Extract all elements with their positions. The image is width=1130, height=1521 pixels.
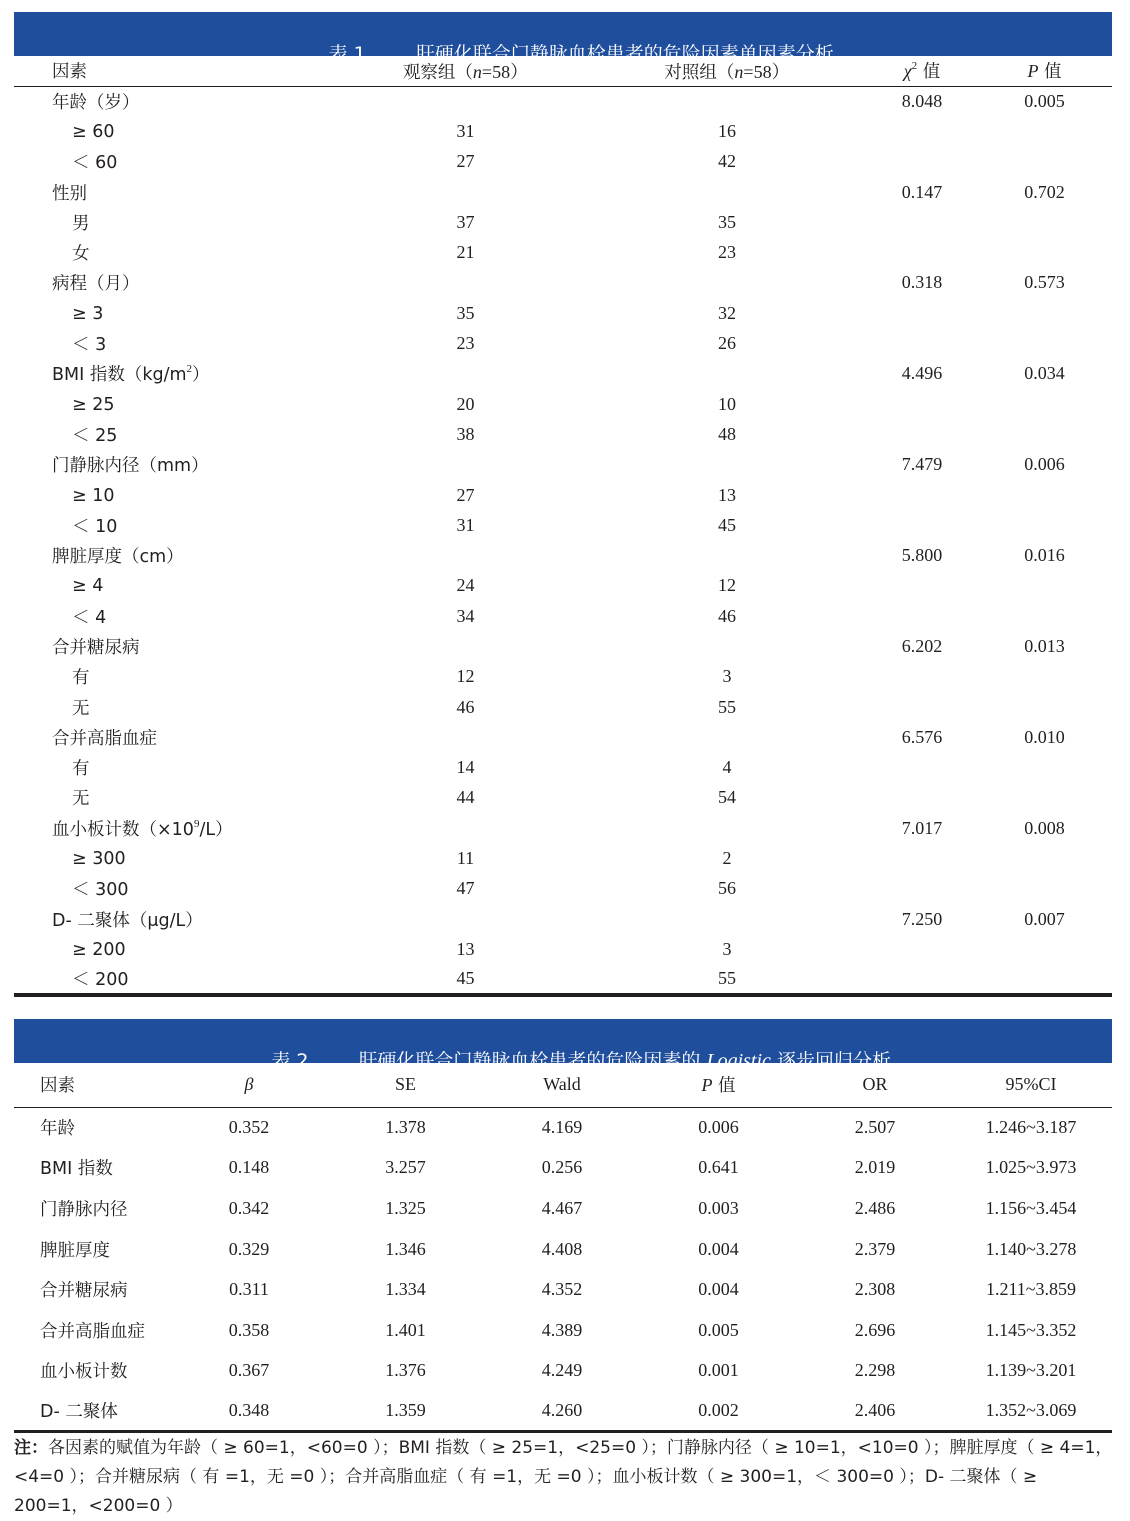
control-cell: 35: [718, 211, 736, 232]
p-value-cell: [977, 692, 1112, 722]
control-cell: [587, 540, 867, 570]
observation-cell: 21: [456, 242, 475, 263]
p-value-cell: 0.013: [1024, 635, 1065, 656]
table-1-title-bar: [14, 12, 1112, 65]
p-value-cell: [977, 874, 1112, 904]
factor-cell: 门静脉内径: [40, 1199, 128, 1220]
ci-cell: 1.145~3.352: [985, 1319, 1077, 1340]
table-row: [14, 328, 1112, 358]
header-ci: 95%CI: [1005, 1074, 1057, 1095]
se-cell: 1.378: [385, 1117, 426, 1138]
ci-cell: 1.139~3.201: [985, 1360, 1077, 1381]
factor-cell: 有: [72, 668, 90, 689]
header-factor: 因素: [40, 1076, 75, 1097]
control-cell: [587, 813, 867, 843]
observation-cell: [344, 268, 587, 298]
beta-cell: 0.352: [228, 1117, 270, 1138]
header-or: OR: [862, 1074, 888, 1095]
control-cell: 56: [718, 878, 736, 899]
table-row: [14, 147, 1112, 177]
factor-cell: 血小板计数$(\times 10^9/L)$: [52, 817, 233, 840]
observation-cell: [344, 904, 587, 934]
note-label: 注：: [14, 1438, 48, 1458]
control-cell: 3: [722, 938, 732, 959]
factor-cell: 脾脏厚度: [40, 1240, 110, 1261]
chi-square-cell: [867, 237, 977, 267]
se-cell: 3.257: [385, 1157, 426, 1178]
p-value-cell: 0.034: [1024, 363, 1065, 384]
p-value-cell: [977, 389, 1112, 419]
observation-cell: [344, 540, 587, 570]
p-value-cell: [977, 510, 1112, 540]
p-value-cell: 0.702: [1024, 181, 1065, 202]
or-cell: 2.308: [854, 1279, 896, 1300]
control-cell: 26: [718, 333, 736, 354]
chi-square-cell: [867, 207, 977, 237]
chi-square-cell: [867, 480, 977, 510]
table-row: [14, 298, 1112, 328]
control-cell: 4: [722, 757, 732, 778]
wald-cell: 4.260: [541, 1400, 583, 1421]
chi-square-cell: [867, 298, 977, 328]
p-cell: 0.002: [698, 1400, 739, 1421]
control-cell: 42: [718, 151, 736, 172]
table-row: [14, 480, 1112, 510]
p-value-cell: [977, 571, 1112, 601]
header-wald: Wald: [543, 1074, 581, 1095]
p-value-cell: 0.573: [1024, 272, 1065, 293]
p-value-cell: [977, 207, 1112, 237]
table-row: [14, 571, 1112, 601]
header-observation-group: 观察组（n=58）: [402, 61, 529, 83]
control-cell: [587, 268, 867, 298]
factor-cell: ≥ 300: [72, 849, 126, 870]
table-row: [14, 510, 1112, 540]
header-beta: β: [244, 1074, 254, 1095]
table-row: [14, 116, 1112, 146]
table-row: [14, 86, 1112, 116]
p-cell: 0.004: [698, 1279, 739, 1300]
table-2-number: 表 2: [271, 1050, 309, 1072]
p-value-cell: [977, 934, 1112, 964]
factor-cell: 性别: [52, 183, 87, 204]
factor-cell: D- 二聚体: [40, 1402, 118, 1423]
observation-cell: 31: [456, 120, 475, 141]
table-row: [14, 1229, 1112, 1270]
factor-cell: 合并高脂血症: [52, 728, 157, 749]
or-cell: 2.406: [854, 1400, 896, 1421]
table-row: [14, 722, 1112, 752]
chi-square-cell: [867, 874, 977, 904]
se-cell: 1.334: [385, 1279, 426, 1300]
factor-cell: ＜ 4: [72, 607, 107, 628]
observation-cell: 24: [456, 575, 475, 596]
observation-cell: 35: [456, 302, 475, 323]
observation-cell: 46: [456, 696, 475, 717]
chi-square-cell: 0.318: [901, 272, 943, 293]
or-cell: 2.696: [854, 1319, 896, 1340]
observation-cell: 31: [456, 514, 475, 535]
factor-cell: 病程（月）: [52, 274, 140, 295]
factor-cell: ≥ 10: [72, 485, 115, 506]
factor-cell: BMI 指数$(kg/m^2)$: [52, 363, 210, 386]
p-value-cell: [977, 147, 1112, 177]
observation-cell: [344, 631, 587, 661]
beta-cell: 0.148: [228, 1157, 270, 1178]
factor-cell: 有: [72, 759, 90, 780]
control-cell: [587, 86, 867, 116]
header-factor: 因素: [52, 62, 87, 83]
se-cell: 1.359: [385, 1400, 426, 1421]
se-cell: 1.401: [385, 1319, 426, 1340]
chi-square-cell: [867, 419, 977, 449]
or-cell: 2.486: [854, 1197, 896, 1218]
table-row: [14, 359, 1112, 389]
table-row: [14, 1269, 1112, 1310]
table-row: [14, 1188, 1112, 1229]
chi-square-cell: [867, 147, 977, 177]
table-row: [14, 753, 1112, 783]
factor-cell: 合并糖尿病: [40, 1281, 128, 1302]
table-2-title-bar: [14, 1019, 1112, 1072]
p-cell: 0.001: [698, 1360, 739, 1381]
p-value-cell: [977, 843, 1112, 873]
observation-cell: [344, 722, 587, 752]
control-cell: 16: [718, 120, 736, 141]
p-cell: 0.641: [698, 1157, 739, 1178]
observation-cell: [344, 86, 587, 116]
wald-cell: 4.249: [541, 1360, 583, 1381]
factor-cell: ＜ 3: [72, 335, 107, 356]
factor-cell: ＜ 60: [72, 153, 118, 174]
se-cell: 1.325: [385, 1197, 426, 1218]
observation-cell: [344, 177, 587, 207]
factor-cell: ≥ 25: [72, 394, 115, 415]
p-value-cell: [977, 419, 1112, 449]
table-row: [14, 631, 1112, 661]
wald-cell: 4.169: [541, 1117, 583, 1138]
chi-square-cell: 7.017: [901, 817, 943, 838]
factor-cell: ≥ 4: [72, 576, 104, 597]
table-row: [14, 904, 1112, 934]
control-cell: [587, 631, 867, 661]
chi-square-cell: 6.202: [901, 635, 943, 656]
factor-cell: ≥ 3: [72, 303, 104, 324]
table-row: [14, 1310, 1112, 1351]
header-se: SE: [394, 1074, 416, 1095]
observation-cell: 44: [456, 787, 475, 808]
p-value-cell: [977, 662, 1112, 692]
control-cell: [587, 904, 867, 934]
table-row: [14, 934, 1112, 964]
factor-cell: 合并高脂血症: [40, 1321, 145, 1342]
chi-square-cell: [867, 662, 977, 692]
factor-cell: 无: [72, 698, 90, 719]
factor-cell: 女: [72, 244, 90, 265]
control-cell: 10: [718, 393, 736, 414]
table-row: [14, 813, 1112, 843]
p-value-cell: 0.008: [1024, 817, 1065, 838]
table-row: [14, 207, 1112, 237]
chi-square-cell: 7.479: [901, 454, 943, 475]
or-cell: 2.298: [854, 1360, 896, 1381]
table-note: [14, 1434, 1114, 1521]
p-cell: 0.006: [698, 1117, 739, 1138]
control-cell: 32: [718, 302, 736, 323]
table-1-number: 表 1: [328, 43, 366, 65]
ci-cell: 1.156~3.454: [985, 1197, 1077, 1218]
se-cell: 1.346: [385, 1238, 426, 1259]
table-row: [14, 1107, 1112, 1148]
factor-cell: ≥ 200: [72, 939, 126, 960]
wald-cell: 0.256: [541, 1157, 583, 1178]
chi-square-cell: [867, 753, 977, 783]
factor-cell: 无: [72, 789, 90, 810]
control-cell: 55: [718, 696, 736, 717]
p-value-cell: 0.006: [1024, 454, 1065, 475]
factor-cell: 年龄（岁）: [52, 92, 140, 113]
beta-cell: 0.348: [228, 1400, 270, 1421]
factor-cell: ＜ 10: [72, 516, 118, 537]
chi-square-cell: [867, 510, 977, 540]
observation-cell: [344, 359, 587, 389]
observation-cell: 47: [456, 878, 475, 899]
factor-cell: 合并糖尿病: [52, 637, 140, 658]
p-value-cell: [977, 328, 1112, 358]
chi-square-cell: [867, 116, 977, 146]
observation-cell: [344, 813, 587, 843]
p-value-cell: [977, 753, 1112, 783]
table-row: [14, 601, 1112, 631]
table-row: [14, 237, 1112, 267]
chi-square-cell: [867, 692, 977, 722]
chi-square-cell: [867, 328, 977, 358]
observation-cell: 14: [456, 757, 475, 778]
observation-cell: 11: [456, 848, 475, 869]
p-value-cell: 0.016: [1024, 545, 1065, 566]
chi-square-cell: [867, 843, 977, 873]
control-cell: [587, 722, 867, 752]
beta-cell: 0.358: [228, 1319, 270, 1340]
observation-cell: 38: [456, 423, 475, 444]
table-row: [14, 1391, 1112, 1432]
control-cell: 3: [722, 666, 732, 687]
beta-cell: 0.329: [228, 1238, 270, 1259]
note-text: 各因素的赋值为年龄（ ≥ 60=1，<60=0 ）；BMI 指数（ ≥ 25=1，<25=0 ）；门静脉内径（ ≥ 10=1，<10=0 ）；脾脏厚度（ ≥ 4=1，<4=0 ）；合并糖尿病（ 有 =1，无 =0 ）；合并高脂血症（ 有 =1，无 =0 ）；血小板计数（ ≥ 300=1，＜ 300=0 ）；D- 二聚体（ ≥ 200=1，<200=0 ）: [14, 1438, 1113, 1516]
control-cell: 55: [718, 968, 736, 989]
factor-cell: 门静脉内径（mm）: [52, 456, 209, 477]
factor-cell: ≥ 60: [72, 121, 115, 142]
chi-square-cell: 7.250: [901, 908, 943, 929]
table-row: [14, 662, 1112, 692]
factor-cell: ＜ 25: [72, 425, 118, 446]
table-2: [14, 1019, 1112, 1433]
p-value-cell: [977, 116, 1112, 146]
table-row: [14, 389, 1112, 419]
observation-cell: 20: [456, 393, 475, 414]
factor-cell: 年龄: [40, 1119, 75, 1140]
or-cell: 2.019: [854, 1157, 896, 1178]
chi-square-cell: 6.576: [901, 726, 943, 747]
wald-cell: 4.467: [541, 1197, 583, 1218]
observation-cell: 27: [456, 151, 475, 172]
header-p-value: P 值: [701, 1075, 736, 1097]
wald-cell: 4.408: [541, 1238, 583, 1259]
factor-cell: ＜ 300: [72, 880, 129, 901]
table-1: [14, 12, 1112, 997]
or-cell: 2.507: [854, 1117, 896, 1138]
factor-cell: 男: [72, 213, 90, 234]
table-row: [14, 874, 1112, 904]
p-value-cell: [977, 965, 1112, 995]
control-cell: 54: [718, 787, 736, 808]
header-control-group: 对照组（n=58）: [664, 61, 790, 83]
p-cell: 0.004: [698, 1238, 739, 1259]
se-cell: 1.376: [385, 1360, 426, 1381]
factor-cell: 血小板计数: [40, 1362, 128, 1383]
beta-cell: 0.311: [229, 1279, 269, 1300]
control-cell: [587, 177, 867, 207]
control-cell: [587, 359, 867, 389]
chi-square-cell: [867, 389, 977, 419]
table-row: [14, 1148, 1112, 1189]
or-cell: 2.379: [854, 1238, 896, 1259]
control-cell: 46: [718, 605, 736, 626]
ci-cell: 1.246~3.187: [985, 1117, 1077, 1138]
ci-cell: 1.352~3.069: [985, 1400, 1077, 1421]
ci-cell: 1.025~3.973: [985, 1157, 1077, 1178]
p-value-cell: 0.007: [1024, 908, 1065, 929]
beta-cell: 0.342: [228, 1197, 270, 1218]
chi-square-cell: [867, 934, 977, 964]
p-value-cell: 0.010: [1024, 726, 1065, 747]
observation-cell: 27: [456, 484, 475, 505]
observation-cell: 45: [456, 968, 475, 989]
chi-square-cell: 5.800: [901, 545, 943, 566]
header-chi-square: $\chi^2$ 值: [903, 60, 941, 83]
factor-cell: 脾脏厚度（cm）: [52, 547, 184, 568]
control-cell: 45: [718, 514, 736, 535]
chi-square-cell: [867, 783, 977, 813]
header-p-value: P 值: [1027, 61, 1062, 83]
p-value-cell: [977, 783, 1112, 813]
chi-square-cell: 0.147: [901, 181, 943, 202]
wald-cell: 4.389: [541, 1319, 583, 1340]
table-1-title: 肝硬化联合门静脉血栓患者的危险因素单因素分析: [415, 43, 834, 65]
p-value-cell: 0.005: [1024, 90, 1065, 111]
table-row: [14, 419, 1112, 449]
p-value-cell: [977, 298, 1112, 328]
wald-cell: 4.352: [541, 1279, 583, 1300]
control-cell: [587, 450, 867, 480]
observation-cell: 23: [456, 333, 475, 354]
p-cell: 0.003: [698, 1197, 739, 1218]
p-value-cell: [977, 237, 1112, 267]
beta-cell: 0.367: [228, 1360, 270, 1381]
table-row: [14, 540, 1112, 570]
control-cell: 48: [718, 423, 736, 444]
observation-cell: 13: [456, 938, 475, 959]
table-row: [14, 692, 1112, 722]
table-row: [14, 1351, 1112, 1392]
p-value-cell: [977, 601, 1112, 631]
observation-cell: [344, 450, 587, 480]
observation-cell: 12: [456, 666, 475, 687]
control-cell: 13: [718, 484, 736, 505]
chi-square-cell: [867, 571, 977, 601]
table-2-title: 肝硬化联合门静脉血栓患者的危险因素的 Logistic 逐步回归分析: [358, 1050, 891, 1072]
table-2-grid: [14, 1063, 1112, 1433]
chi-square-cell: [867, 965, 977, 995]
factor-cell: ＜ 200: [72, 970, 129, 991]
control-cell: 2: [722, 848, 732, 869]
ci-cell: 1.211~3.859: [985, 1279, 1077, 1300]
table-row: [14, 965, 1112, 995]
chi-square-cell: [867, 601, 977, 631]
control-cell: 23: [718, 242, 736, 263]
table-row: [14, 177, 1112, 207]
table-row: [14, 843, 1112, 873]
table-row: [14, 450, 1112, 480]
observation-cell: 34: [456, 605, 475, 626]
table-row: [14, 783, 1112, 813]
table-1-grid: [14, 56, 1112, 997]
table-row: [14, 268, 1112, 298]
ci-cell: 1.140~3.278: [985, 1238, 1077, 1259]
chi-square-cell: 8.048: [901, 90, 943, 111]
p-value-cell: [977, 480, 1112, 510]
control-cell: 12: [718, 575, 736, 596]
p-cell: 0.005: [698, 1319, 739, 1340]
factor-cell: BMI 指数: [40, 1159, 113, 1180]
chi-square-cell: 4.496: [901, 363, 943, 384]
observation-cell: 37: [456, 211, 475, 232]
factor-cell: D- 二聚体（μg/L）: [52, 910, 203, 931]
